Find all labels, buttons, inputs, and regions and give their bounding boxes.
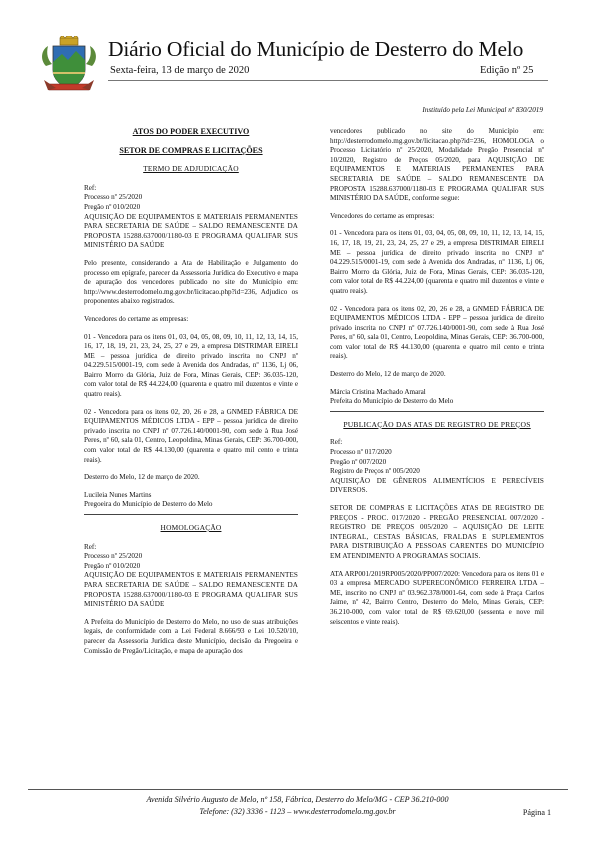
winner-item-2: 02 - Vencedora para os itens 02, 20, 26 e 28, a GNMED FÁBRICA DE EQUIPAMENTOS MÉDICOS LTDA - EPP – pessoa jurídica de direito privado inscrita no CNPJ nº 07.726.140/0001-90, com sede à Rua José Peres, nº 60, sala 01, Centro, Leopoldina, Minas Gerais, CEP: 36.700-000, com valor total de R$ 44.130,00 (quarenta e quatro mil cento e trinta reais).	[330, 304, 544, 361]
auction-number: Pregão nº 007/2020	[330, 457, 387, 466]
place-date: Desterro do Melo, 12 de março de 2020.	[330, 370, 446, 379]
footer-contact: Telefone: (32) 3336 - 1123 – www.desterrodomelo.mg.gov.br	[199, 807, 396, 816]
section-divider	[84, 514, 298, 515]
municipal-coat-of-arms-logo	[38, 36, 100, 94]
page-number: Página 1	[522, 808, 551, 817]
process-number: Processo nº 25/2020	[84, 552, 143, 561]
winner-item-2: 02 - Vencedora para os itens 02, 20, 26 e 28, a GNMED FÁBRICA DE EQUIPAMENTOS MÉDICOS LTDA - EPP – pessoa jurídica de direito privado inscrita no CNPJ nº 07.726.140/0001-90, com sede à Rua José Peres, nº 60, sala 01, Centro, Leopoldina, Minas Gerais, CEP: 36.700-000, com valor total de R$ 44.130,00 (quarenta e quatro mil cento e trinta reais).	[84, 407, 298, 464]
winner-item-1: 01 - Vencedora para os itens 01, 03, 04, 05, 08, 09, 10, 11, 12, 13, 14, 15, 16, 17, 18, 19, 21, 23, 24, 25, 27 e 29, a empresa DISTRIMAR EIRELI ME – pessoa jurídica de direito privado inscrita no CNPJ nº 04.229.515/0001-19, com sede à Avenida dos Andradas, nº 1136, Lj 06, Bairro Morro da Glória, Juiz de Fora, Minas Gerais, CEP: 36.035-120, com valor total de R$ 44.224,00 (quarenta e quatro mil duzentos e vinte e quatro reais).	[330, 229, 544, 295]
signatory-name: Márcia Cristina Machado Amaral	[330, 387, 426, 396]
winners-intro: Vencedores do certame as empresas:	[84, 314, 189, 323]
process-number: Processo nº 017/2020	[330, 448, 392, 457]
procurement-sector-block: SETOR DE COMPRAS E LICITAÇÕES ATAS DE REGISTRO DE PREÇOS - PROC. 017/2020 - PREGÃO PRESENCIAL 007/2020 - REGISTRO DE PREÇOS 005/2020 – AQUISIÇÃO DE LEITE INTEGRAL, CESTAS BÁSICAS, FRALDAS E SUPLEMENTOS PARA DISTRIBUIÇÃO A PESSOAS CARENTES DO MUNICÍPIO EM ATENDIMENTO A PROGRAMAS SOCIAIS.	[330, 504, 544, 560]
ref-label: Ref:	[84, 183, 97, 192]
signatory-role: Pregoeira do Município de Desterro do Melo	[84, 500, 213, 509]
publication-date: Sexta-feira, 13 de março de 2020	[110, 65, 250, 76]
adjudication-paragraph: Pelo presente, considerando a Ata de Habilitação e Julgamento do processo em epígrafe, parecer da Assessoria Jurídica do Executivo e mapa de apuração dos vencedores publicado no site do Município em: http://www.desterrodomelo.mg.gov.br/licitacao.php?id=236, Adjudico os proponentes abaixo registrados.	[84, 258, 298, 306]
right-column	[330, 127, 544, 635]
auction-number: Pregão nº 010/2020	[84, 561, 141, 570]
footer-divider	[28, 789, 568, 790]
section-heading-executive: ATOS DO PODER EXECUTIVO	[132, 127, 250, 136]
header-divider	[108, 80, 548, 81]
section-heading-procurement: SETOR DE COMPRAS E LICITAÇÕES	[119, 145, 263, 155]
ref-label: Ref:	[330, 438, 343, 447]
price-registry-number: Registro de Preços nº 005/2020	[330, 467, 420, 476]
process-number: Processo nº 25/2020	[84, 193, 143, 202]
auction-number: Pregão nº 010/2020	[84, 202, 141, 211]
signatory-name: Lucileia Nunes Martins	[84, 490, 152, 499]
homologation-continuation: vencedores publicado no site do Município em: http://desterrodomelo.mg.gov.br/licitacao.php?id=236, HOMOLOGA o Processo Licitatório nº 25/2020, Modalidade Pregão Presencial nº 10/2020, Registro de Preços 05/2020, para AQUISIÇÃO DE EQUIPAMENTOS E MATERIAIS PERMANENTES PARA SECRETARIA DE SAÚDE – SALDO REMANESCENTE DA PROPOSTA 15288.637000/1180-03 E PROGRAMA QUALIFAR SUS MINISTÉRIO DA SAÚDE, conforme segue:	[330, 127, 544, 203]
section-divider	[330, 411, 544, 412]
winner-item-1: 01 - Vencedora para os itens 01, 03, 04, 05, 08, 09, 10, 11, 12, 13, 14, 15, 16, 17, 18, 19, 21, 23, 24, 25, 27 e 29, a empresa DISTRIMAR EIRELI ME – pessoa jurídica de direito privado inscrita no CNPJ nº 04.229.515/0001-19, com sede à Avenida dos Andradas, nº 1136, Lj 06, Bairro Morro da Glória, Juiz de Fora, Minas Gerais, CEP: 36.035-120, com valor total de R$ 44.224,00 (quarenta e quatro mil duzentos e vinte e quatro reais).	[84, 332, 298, 399]
homologation-title: HOMOLOGAÇÃO	[160, 523, 222, 532]
institution-law-note: Instituído pela Lei Municipal nº 830/2019	[422, 106, 543, 114]
object-description: AQUISIÇÃO DE EQUIPAMENTOS E MATERIAIS PERMANENTES PARA SECRETARIA DE SAÚDE – SALDO REMANESCENTE DA PROPOSTA 15288.637000/1180-03 E PROGRAMA QUALIFAR SUS MINISTÉRIO DA SAÚDE	[84, 571, 298, 609]
edition-number: Edição nº 25	[480, 65, 534, 76]
price-registry-ata: ATA ARP001/2019RP005/2020/PP007/2020: Vencedora para os itens 01 e 03 a empresa MERCADO SUPERECONÔMICO FERREIRA LTDA – ME, inscrito no CNPJ nº 03.962.378/0001-64, com sede à Praça Carlos Jaime, nº 42, Bairro Centro, Desterro do Melo, Minas Gerais, CEP: 36.210-000, com valor total de R$ 69.620,00 (sessenta e nove mil seiscentos e vinte reais).	[330, 569, 544, 626]
winners-intro: Vencedores do certame as empresas:	[330, 211, 435, 220]
footer-address: Avenida Silvério Augusto de Melo, nº 158, Fábrica, Desterro do Melo/MG - CEP 36.210-000	[146, 795, 449, 804]
ref-label: Ref:	[84, 542, 97, 551]
homologation-paragraph: A Prefeita do Município de Desterro do Melo, no uso de suas atribuições legais, de conformidade com a Lei Federal 8.666/93 e Lei 10.520/10, parecer da Assessoria Jurídica deste Município, decisão da Pregoeira e Comissão de Pregão/Licitação, e mapa de apuração dos	[84, 617, 298, 655]
object-description: AQUISIÇÃO DE GÊNEROS ALIMENTÍCIOS E PERECÍVEIS DIVERSOS.	[330, 476, 544, 495]
adjudication-title: TERMO DE ADJUDICAÇÃO	[143, 164, 239, 174]
object-description: AQUISIÇÃO DE EQUIPAMENTOS E MATERIAIS PERMANENTES PARA SECRETARIA DE SAÚDE – SALDO REMANESCENTE DA PROPOSTA 15288.637000/1180-03 E PROGRAMA QUALIFAR SUS MINISTÉRIO DA SAÚDE	[84, 212, 298, 250]
price-registry-title: PUBLICAÇÃO DAS ATAS DE REGISTRO DE PREÇOS	[343, 419, 531, 429]
signatory-role: Prefeita do Município de Desterro do Melo	[330, 397, 454, 406]
place-date: Desterro do Melo, 12 de março de 2020.	[84, 473, 200, 482]
left-column	[84, 127, 298, 664]
gazette-title: Diário Oficial do Município de Desterro do Melo	[108, 37, 524, 61]
